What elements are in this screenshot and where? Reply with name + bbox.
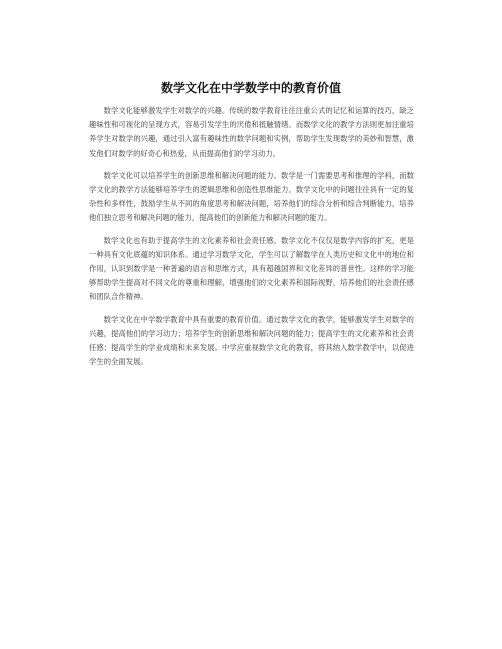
- paragraph-innovation: 数学文化可以培养学生的创新思维和解决问题的能力。数学是一门需要思考和推理的学科，而数学文化的教学方法能够培养学生的逻辑思维和创造性思维能力。数学文化中的问题往往具有一定的复杂性和多样性，鼓励学生从不同的角度思考和解决问题，培养他们的综合分析和综合判断能力，培养他们独立思考和解决问题的能力，提高他们的创新能力和解决问题的能力。: [89, 170, 414, 223]
- paragraph-culture: 数学文化也有助于提高学生的文化素养和社会责任感。数学文化不仅仅是数学内容的扩充，更是一种具有文化底蕴的知识体系。通过学习数学文化，学生可以了解数学在人类历史和文化中的地位和作用，认识到数学是一种普遍的语言和思维方式，具有超越国界和文化差异的普世性。这样的学习能够帮助学生提高对不同文化的尊重和理解，增强他们的文化素养和国际视野，培养他们的社会责任感和团队合作精神。: [89, 235, 414, 302]
- paragraph-interest: 数学文化能够激发学生对数学的兴趣。传统的数学教育往往注重公式的记忆和运算的技巧，缺乏趣味性和可视化的呈现方式，容易引发学生的厌倦和抵触情绪。而数学文化的教学方法则更加注重培养学生对数学的兴趣，通过引入富有趣味性的数学问题和实例，帮助学生发现数学的美妙和智慧，激发他们对数学的好奇心和热爱，从而提高他们的学习动力。: [89, 106, 414, 158]
- paragraph-conclusion: 数学文化在中学数学教育中具有重要的教育价值。通过数学文化的教学，能够激发学生对数学的兴趣，提高他们的学习动力；培养学生的创新思维和解决问题的能力；提高学生的文化素养和社会责任感；提高学生的学业成绩和未来发展。中学应重视数学文化的教育，将其纳入数学教学中，以促进学生的全面发展。: [89, 314, 414, 367]
- document-body: [89, 104, 414, 377]
- document-title: 数学文化在中学数学中的教育价值: [160, 81, 341, 95]
